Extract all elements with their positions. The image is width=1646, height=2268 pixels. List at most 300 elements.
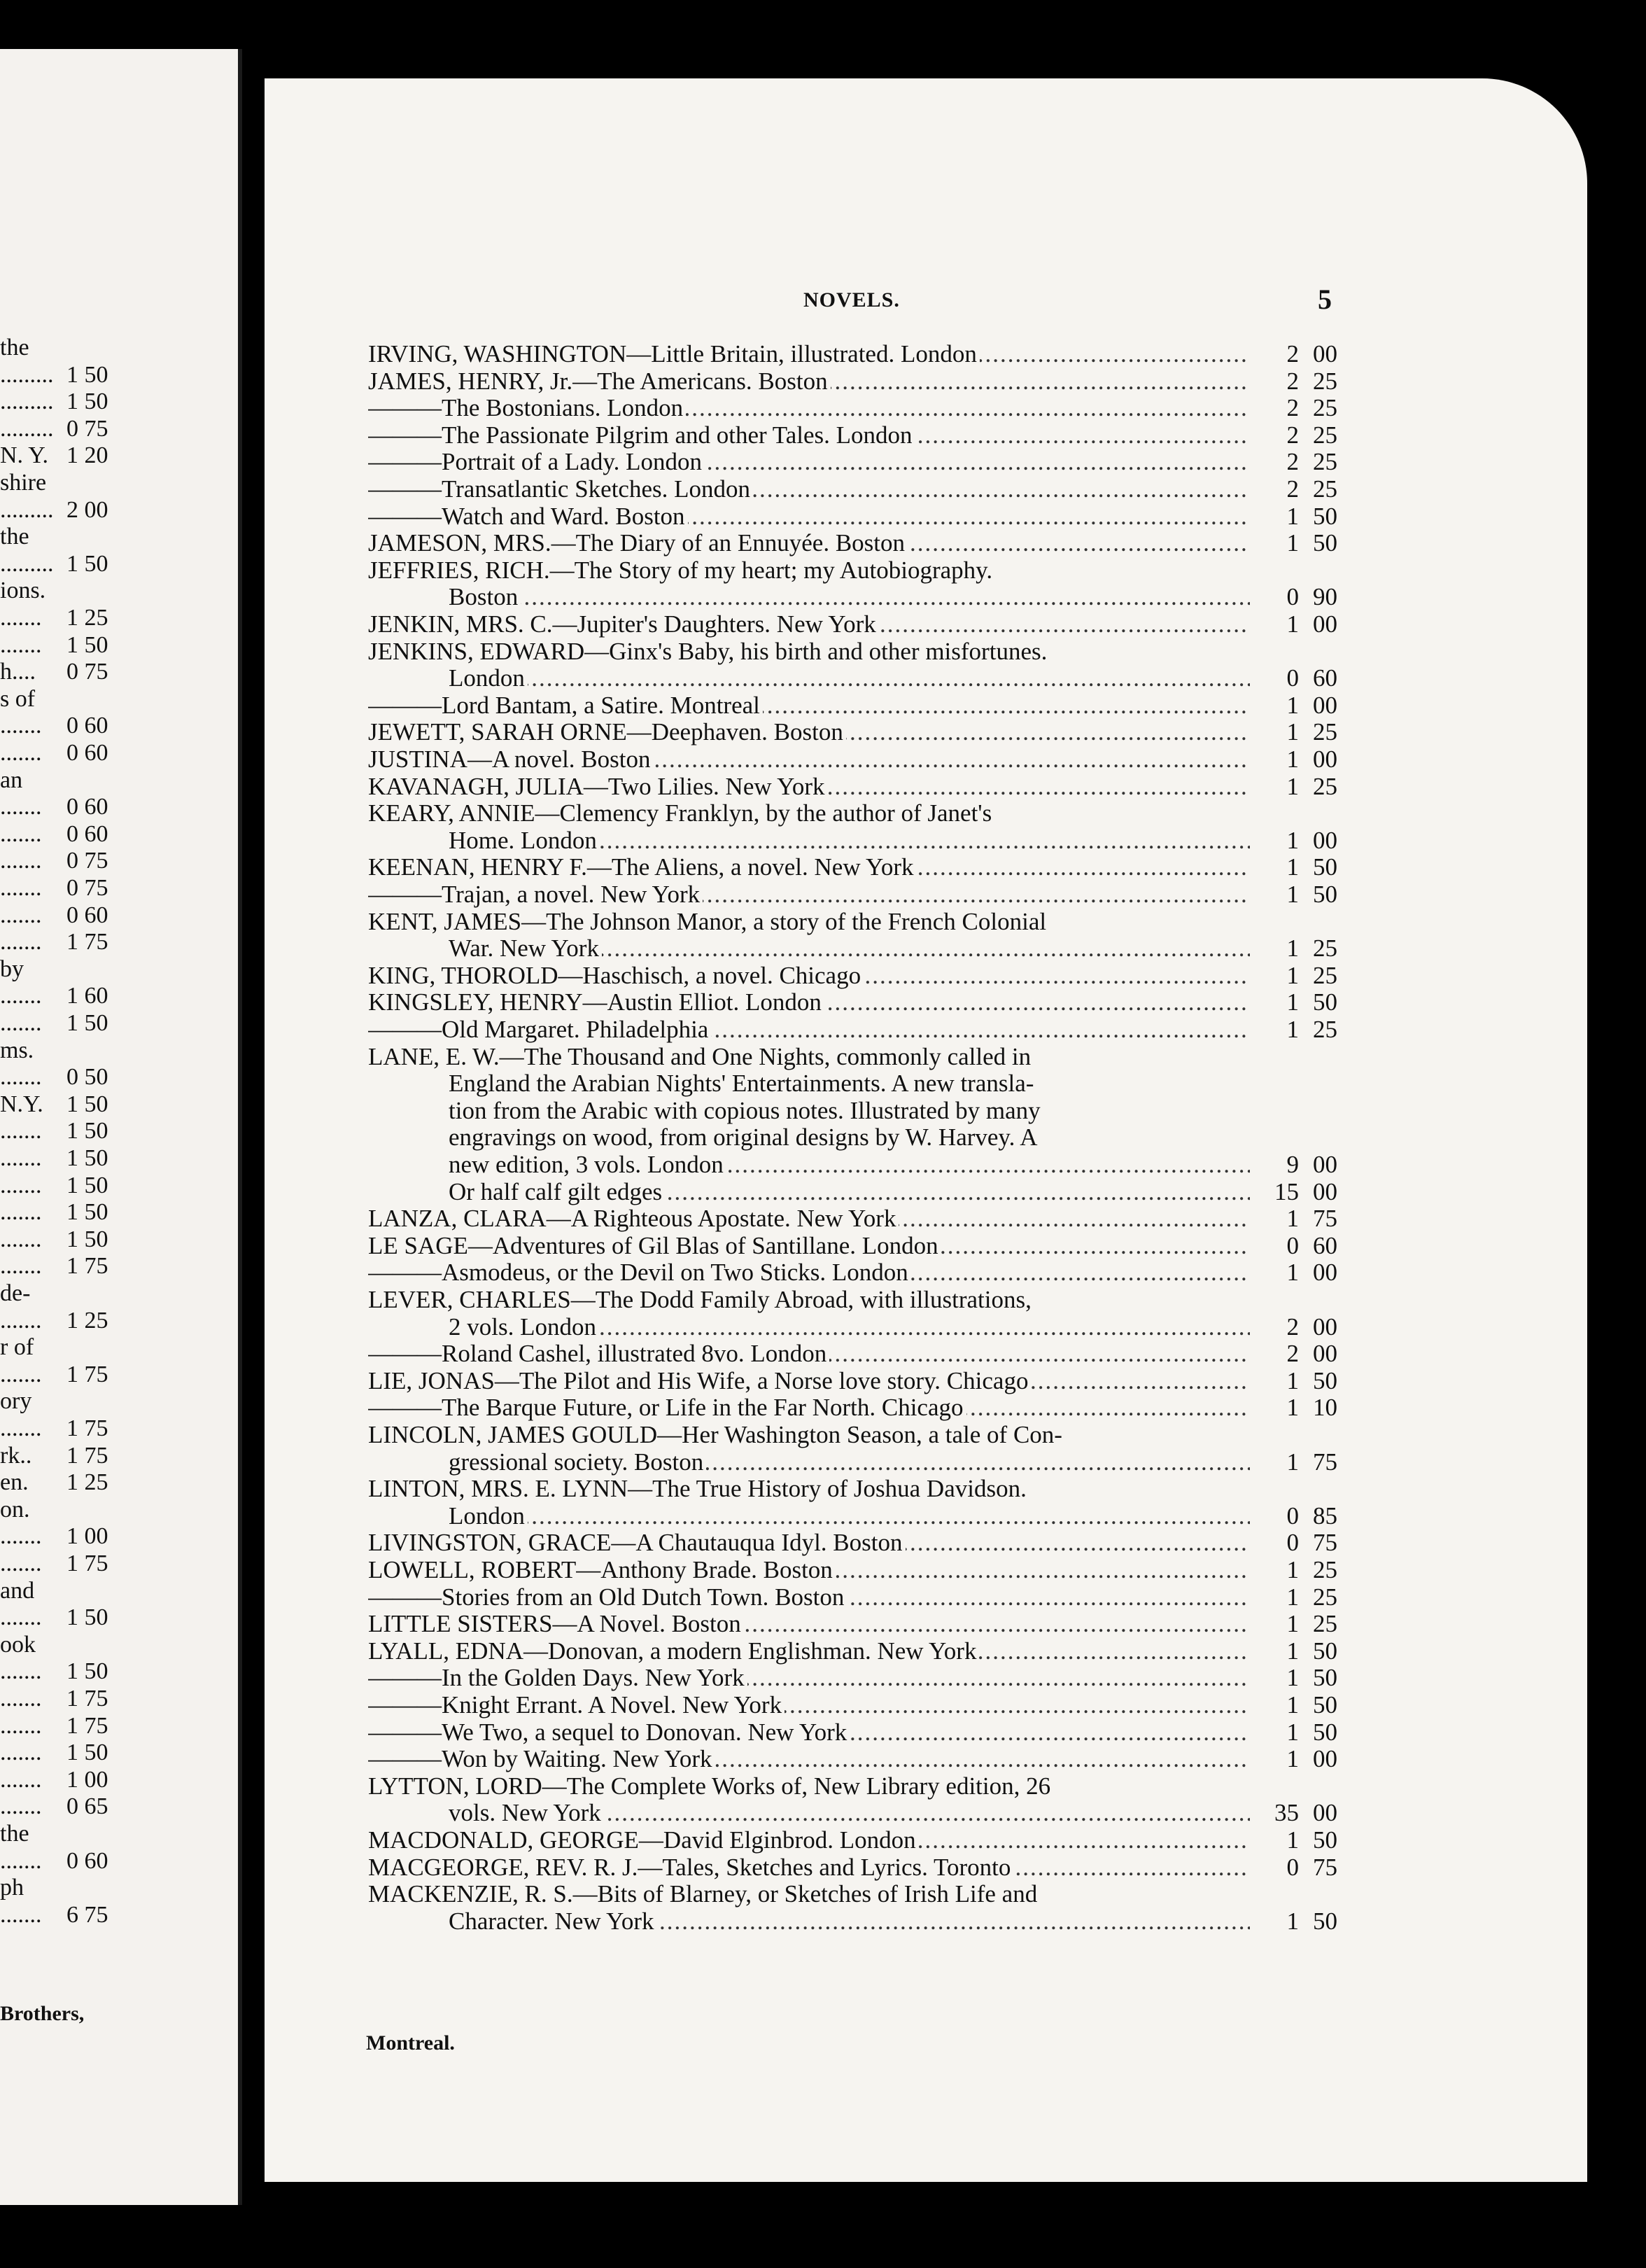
left-page-line xyxy=(0,1280,140,1307)
left-line-price: 1 20 xyxy=(66,442,108,469)
price-cents: 25 xyxy=(1313,1610,1337,1638)
left-line-price: 1 75 xyxy=(66,1686,108,1712)
catalog-entry xyxy=(368,422,1362,449)
left-line-text: ....... xyxy=(0,1118,42,1144)
left-page-line xyxy=(0,983,140,1009)
price-dollars: 1 xyxy=(1286,1745,1299,1773)
catalog-entry xyxy=(449,1070,1362,1097)
left-line-text: ....... xyxy=(0,1253,42,1280)
left-page-line xyxy=(0,1443,140,1469)
left-line-text: ....... xyxy=(0,1793,42,1820)
catalog-entry xyxy=(368,692,1362,719)
page-header: NOVELS. xyxy=(803,288,900,312)
catalog-entry xyxy=(449,1098,1362,1124)
entry-text: MACGEORGE, REV. R. J.—Tales, Sketches and Lyrics. Toronto xyxy=(368,1854,1013,1881)
left-page-line xyxy=(0,524,140,550)
price-cents: 50 xyxy=(1313,988,1337,1016)
left-line-price: 1 50 xyxy=(66,1172,108,1198)
price-dollars: 1 xyxy=(1286,1448,1299,1476)
price-dollars: 2 xyxy=(1286,1312,1299,1340)
catalog-entry xyxy=(368,1233,1362,1259)
left-page-line xyxy=(0,713,140,739)
left-line-text: and xyxy=(0,1577,35,1604)
entry-text: KING, THOROLD—Haschisch, a novel. Chicago xyxy=(368,962,864,989)
catalog-entry xyxy=(449,827,1362,854)
left-line-text: ....... xyxy=(0,1740,42,1766)
price-cents: 50 xyxy=(1313,1907,1337,1935)
catalog-entry xyxy=(368,1259,1362,1286)
entry-text: ———Transatlantic Sketches. London xyxy=(368,476,753,503)
price-dollars: 1 xyxy=(1286,1907,1299,1935)
entry-text: ———Portrait of a Lady. London xyxy=(368,449,705,475)
price-cents: 00 xyxy=(1313,691,1337,719)
price-dollars: 1 xyxy=(1286,1556,1299,1583)
price-dollars: 1 xyxy=(1286,1394,1299,1422)
left-line-text: ....... xyxy=(0,1523,42,1550)
left-page-line xyxy=(0,605,140,631)
entry-text: MACDONALD, GEORGE—David Elginbrod. London xyxy=(368,1827,919,1854)
catalog-entry xyxy=(368,1827,1362,1854)
catalog-entry xyxy=(368,449,1362,475)
price-cents: 50 xyxy=(1313,1718,1337,1746)
catalog-entry xyxy=(368,1044,1362,1070)
price-dollars: 1 xyxy=(1286,502,1299,530)
price-cents: 25 xyxy=(1313,772,1337,800)
price-cents: 00 xyxy=(1313,1340,1337,1368)
left-line-price: 1 25 xyxy=(66,605,108,631)
price-dollars: 1 xyxy=(1286,691,1299,719)
price-dollars: 1 xyxy=(1286,853,1299,881)
catalog-entry xyxy=(368,530,1362,556)
catalog-entry xyxy=(368,881,1362,908)
footer-right: Montreal. xyxy=(366,2031,455,2054)
entry-text: ———Won by Waiting. New York xyxy=(368,1746,715,1772)
left-line-text: ook xyxy=(0,1631,36,1658)
catalog-entry xyxy=(449,1314,1362,1340)
price-dollars: 1 xyxy=(1286,772,1299,800)
price-cents: 00 xyxy=(1313,1259,1337,1287)
left-line-text: ....... xyxy=(0,713,42,739)
entry-text: ———Knight Errant. A Novel. New York xyxy=(368,1692,785,1718)
page-number: 5 xyxy=(1318,284,1332,315)
left-page-line xyxy=(0,470,140,496)
left-line-text: ....... xyxy=(0,1415,42,1441)
entry-text: Character. New York xyxy=(449,1908,657,1935)
price-cents: 00 xyxy=(1313,610,1337,638)
price-dollars: 1 xyxy=(1286,1583,1299,1611)
price-cents: 25 xyxy=(1313,394,1337,422)
left-line-text: ....... xyxy=(0,1550,42,1576)
left-line-price: 0 75 xyxy=(66,659,108,685)
left-line-price: 1 75 xyxy=(66,1361,108,1387)
catalog-entry xyxy=(368,1557,1362,1583)
left-page-line xyxy=(0,1686,140,1712)
catalog-entry xyxy=(368,989,1362,1016)
price-dollars: 1 xyxy=(1286,1826,1299,1854)
left-page-line xyxy=(0,388,140,415)
catalog-entry xyxy=(368,341,1362,368)
price-dollars: 1 xyxy=(1286,881,1299,908)
left-line-text: ....... xyxy=(0,1604,42,1631)
entry-text: KINGSLEY, HENRY—Austin Elliot. London xyxy=(368,989,824,1016)
entry-text: JUSTINA—A novel. Boston xyxy=(368,746,654,773)
entry-text: ———Stories from an Old Dutch Town. Boston xyxy=(368,1584,847,1611)
left-line-price: 0 60 xyxy=(66,713,108,739)
price-cents: 50 xyxy=(1313,853,1337,881)
left-page-line xyxy=(0,1578,140,1604)
left-line-text: ....... xyxy=(0,875,42,901)
entry-text: ———Old Margaret. Philadelphia xyxy=(368,1016,711,1043)
left-page-line xyxy=(0,578,140,604)
price-cents: 25 xyxy=(1313,448,1337,476)
price-dollars: 1 xyxy=(1286,1637,1299,1665)
price-cents: 25 xyxy=(1313,718,1337,746)
catalog-entry xyxy=(449,935,1362,962)
catalog-entry xyxy=(368,1530,1362,1556)
entry-text: ———Lord Bantam, a Satire. Montreal xyxy=(368,692,763,719)
left-line-text: ......... xyxy=(0,496,54,523)
price-dollars: 1 xyxy=(1286,1691,1299,1718)
price-cents: 25 xyxy=(1313,1016,1337,1043)
left-line-text: ....... xyxy=(0,929,42,955)
left-line-text: ....... xyxy=(0,1010,42,1036)
catalog-entry xyxy=(368,503,1362,530)
left-page-line xyxy=(0,686,140,713)
price-cents: 50 xyxy=(1313,1366,1337,1394)
price-cents: 75 xyxy=(1313,1448,1337,1476)
entry-text: JAMES, HENRY, Jr.—The Americans. Boston xyxy=(368,368,831,395)
left-line-text: on. xyxy=(0,1496,30,1522)
left-line-price: 0 50 xyxy=(66,1064,108,1091)
price-dollars: 9 xyxy=(1286,1151,1299,1178)
entry-text: England the Arabian Nights' Entertainments. A new transla- xyxy=(449,1070,1036,1097)
left-page-line xyxy=(0,1118,140,1144)
price-cents: 50 xyxy=(1313,1826,1337,1854)
entry-text: London xyxy=(449,1503,528,1530)
left-line-price: 1 50 xyxy=(66,1199,108,1226)
left-page-line xyxy=(0,794,140,820)
entry-text: LINCOLN, JAMES GOULD—Her Washington Season, a tale of Con- xyxy=(368,1422,1065,1448)
entry-text: JENKIN, MRS. C.—Jupiter's Daughters. New York xyxy=(368,611,879,638)
left-line-price: 1 00 xyxy=(66,1766,108,1793)
left-line-text: de- xyxy=(0,1280,31,1306)
price-cents: 90 xyxy=(1313,583,1337,611)
entry-text: ———The Barque Future, or Life in the Far North. Chicago xyxy=(368,1394,966,1421)
price-dollars: 0 xyxy=(1286,1502,1299,1530)
catalog-entry xyxy=(368,1719,1362,1746)
catalog-entry xyxy=(449,1800,1362,1826)
left-page-line xyxy=(0,1199,140,1226)
price-cents: 50 xyxy=(1313,881,1337,908)
left-line-price: 0 60 xyxy=(66,820,108,847)
left-page-line xyxy=(0,821,140,848)
entry-text: KAVANAGH, JULIA—Two Lilies. New York xyxy=(368,774,828,800)
catalog-entry xyxy=(368,1773,1362,1800)
left-line-text: ....... xyxy=(0,1199,42,1226)
left-line-price: 1 00 xyxy=(66,1523,108,1550)
catalog-entry xyxy=(368,1422,1362,1448)
left-page-line xyxy=(0,416,140,442)
entry-text: LE SAGE—Adventures of Gil Blas of Santillane. London xyxy=(368,1233,941,1259)
entry-text: 2 vols. London xyxy=(449,1314,599,1340)
entry-text: LEVER, CHARLES—The Dodd Family Abroad, with illustrations, xyxy=(368,1287,1034,1313)
price-cents: 75 xyxy=(1313,1205,1337,1233)
price-cents: 00 xyxy=(1313,1177,1337,1205)
catalog-entry xyxy=(449,1179,1362,1205)
entry-text: ———Roland Cashel, illustrated 8vo. London xyxy=(368,1340,829,1367)
left-page-line xyxy=(0,1902,140,1928)
catalog-entry xyxy=(449,1908,1362,1935)
price-dollars: 15 xyxy=(1274,1177,1299,1205)
left-line-price: 1 50 xyxy=(66,1226,108,1252)
left-page-line xyxy=(0,902,140,929)
catalog-entry xyxy=(368,1746,1362,1772)
entry-text: LIVINGSTON, GRACE—A Chautauqua Idyl. Boston xyxy=(368,1530,906,1556)
entry-text: ———The Bostonians. London xyxy=(368,395,686,421)
price-dollars: 35 xyxy=(1274,1799,1299,1827)
left-line-price: 2 00 xyxy=(66,496,108,523)
entry-text: LITTLE SISTERS—A Novel. Boston xyxy=(368,1611,744,1637)
left-line-text: r of xyxy=(0,1334,34,1361)
catalog-entry xyxy=(368,800,1362,827)
left-page-line xyxy=(0,362,140,388)
left-page-line xyxy=(0,929,140,955)
left-line-text: ....... xyxy=(0,1686,42,1712)
catalog-entry xyxy=(449,584,1362,610)
entry-text: KEENAN, HENRY F.—The Aliens, a novel. New York xyxy=(368,854,916,881)
entry-text: JAMESON, MRS.—The Diary of an Ennuyée. Boston xyxy=(368,530,908,556)
left-line-text: the xyxy=(0,524,29,550)
left-line-text: ....... xyxy=(0,1712,42,1739)
price-dollars: 1 xyxy=(1286,988,1299,1016)
catalog-entry xyxy=(368,1881,1362,1907)
catalog-entry xyxy=(368,1584,1362,1611)
left-page-line xyxy=(0,1713,140,1740)
entry-text: MACKENZIE, R. S.—Bits of Blarney, or Sketches of Irish Life and xyxy=(368,1881,1040,1907)
entry-text: ———Trajan, a novel. New York xyxy=(368,881,703,908)
left-page-line xyxy=(0,1523,140,1550)
entry-text: JEFFRIES, RICH.—The Story of my heart; my Autobiography. xyxy=(368,557,995,584)
price-cents: 00 xyxy=(1313,1312,1337,1340)
catalog-entry xyxy=(368,476,1362,503)
catalog-entry xyxy=(368,1692,1362,1718)
entry-text: Boston xyxy=(449,584,521,610)
left-page-line xyxy=(0,1497,140,1523)
catalog-entry xyxy=(368,909,1362,935)
left-line-price: 0 60 xyxy=(66,1847,108,1874)
price-cents: 75 xyxy=(1313,1529,1337,1557)
left-line-price: 0 60 xyxy=(66,902,108,928)
price-cents: 00 xyxy=(1313,746,1337,773)
left-page-line xyxy=(0,1037,140,1064)
left-page-line xyxy=(0,956,140,983)
price-cents: 75 xyxy=(1313,1853,1337,1881)
left-line-price: 0 75 xyxy=(66,848,108,874)
left-line-price: 0 60 xyxy=(66,740,108,766)
entry-text: LANZA, CLARA—A Righteous Apostate. New York xyxy=(368,1205,899,1232)
price-dollars: 0 xyxy=(1286,1231,1299,1259)
left-page-line xyxy=(0,767,140,794)
price-cents: 00 xyxy=(1313,826,1337,854)
price-cents: 50 xyxy=(1313,1637,1337,1665)
price-cents: 60 xyxy=(1313,1231,1337,1259)
price-cents: 25 xyxy=(1313,934,1337,962)
price-dollars: 2 xyxy=(1286,1340,1299,1368)
price-dollars: 1 xyxy=(1286,1718,1299,1746)
price-cents: 10 xyxy=(1313,1394,1337,1422)
left-line-price: 1 75 xyxy=(66,1415,108,1441)
left-line-price: 0 65 xyxy=(66,1793,108,1820)
left-page-line xyxy=(0,551,140,578)
left-line-price: 1 50 xyxy=(66,631,108,658)
entry-text: IRVING, WASHINGTON—Little Britain, illustrated. London xyxy=(368,341,980,368)
catalog-entry xyxy=(368,962,1362,989)
left-page-line xyxy=(0,1145,140,1172)
left-page-line xyxy=(0,1550,140,1577)
left-line-price: 1 50 xyxy=(66,550,108,577)
right-page xyxy=(265,78,1587,2182)
left-page-line xyxy=(0,632,140,659)
left-line-text: ......... xyxy=(0,415,54,442)
price-cents: 25 xyxy=(1313,475,1337,503)
left-page-line xyxy=(0,442,140,469)
price-dollars: 1 xyxy=(1286,826,1299,854)
entry-text: ———Watch and Ward. Boston xyxy=(368,503,688,530)
price-cents: 85 xyxy=(1313,1502,1337,1530)
entry-text: ———The Passionate Pilgrim and other Tales. London xyxy=(368,422,915,449)
left-page-line xyxy=(0,1415,140,1442)
entry-text: JENKINS, EDWARD—Ginx's Baby, his birth and other misfortunes. xyxy=(368,638,1050,665)
left-line-price: 6 75 xyxy=(66,1901,108,1928)
entry-text: LYTTON, LORD—The Complete Works of, New Library edition, 26 xyxy=(368,1773,1053,1800)
left-page-line xyxy=(0,740,140,766)
left-page-line xyxy=(0,1064,140,1091)
price-dollars: 1 xyxy=(1286,934,1299,962)
left-line-text: ....... xyxy=(0,902,42,928)
price-dollars: 0 xyxy=(1286,664,1299,692)
left-line-price: 1 75 xyxy=(66,929,108,955)
catalog-entry xyxy=(368,1368,1362,1394)
entry-text: new edition, 3 vols. London xyxy=(449,1152,726,1178)
entry-text: ———In the Golden Days. New York xyxy=(368,1665,747,1691)
left-line-text: ......... xyxy=(0,361,54,388)
left-line-price: 0 75 xyxy=(66,875,108,901)
catalog-entry xyxy=(368,1476,1362,1502)
left-line-text: N.Y. xyxy=(0,1091,43,1117)
left-page-line xyxy=(0,1604,140,1631)
price-cents: 50 xyxy=(1313,1664,1337,1692)
left-line-text: an xyxy=(0,766,23,793)
entry-text: KENT, JAMES—The Johnson Manor, a story of the French Colonial xyxy=(368,909,1049,935)
price-cents: 25 xyxy=(1313,1583,1337,1611)
catalog-entry xyxy=(368,746,1362,773)
catalog-entry xyxy=(368,557,1362,584)
footer-left: Brothers, xyxy=(0,2002,85,2025)
left-line-text: ....... xyxy=(0,848,42,874)
left-line-text: ph xyxy=(0,1875,24,1901)
left-line-text: ....... xyxy=(0,1307,42,1334)
left-line-price: 1 75 xyxy=(66,1442,108,1469)
left-line-price: 1 50 xyxy=(66,1010,108,1036)
left-line-price: 1 50 xyxy=(66,1118,108,1144)
left-page-line xyxy=(0,1767,140,1793)
left-line-price: 0 75 xyxy=(66,415,108,442)
left-line-price: 1 50 xyxy=(66,1740,108,1766)
entry-text: LYALL, EDNA—Donovan, a modern Englishman. New York xyxy=(368,1638,979,1665)
catalog-entry xyxy=(368,1665,1362,1691)
left-page-line xyxy=(0,497,140,524)
entry-text: KEARY, ANNIE—Clemency Franklyn, by the author of Janet's xyxy=(368,800,994,827)
left-line-text: ....... xyxy=(0,1226,42,1252)
price-dollars: 2 xyxy=(1286,340,1299,368)
entry-text: engravings on wood, from original designs by W. Harvey. A xyxy=(449,1124,1041,1151)
left-page-line xyxy=(0,1362,140,1388)
entry-text: Or half calf gilt edges xyxy=(449,1179,665,1205)
left-page-line xyxy=(0,1658,140,1685)
entry-text: gressional society. Boston xyxy=(449,1449,706,1476)
price-dollars: 2 xyxy=(1286,394,1299,422)
catalog-entry xyxy=(368,719,1362,746)
left-line-text: en. xyxy=(0,1469,29,1496)
left-line-price: 1 50 xyxy=(66,1658,108,1685)
catalog-entry xyxy=(368,1854,1362,1881)
left-line-text: ....... xyxy=(0,1361,42,1387)
left-line-price: 1 75 xyxy=(66,1253,108,1280)
left-line-price: 1 60 xyxy=(66,983,108,1009)
left-line-price: 1 50 xyxy=(66,388,108,415)
price-cents: 50 xyxy=(1313,1691,1337,1718)
catalog-entry xyxy=(449,1152,1362,1178)
left-line-text: ....... xyxy=(0,605,42,631)
entry-text: Home. London xyxy=(449,827,600,854)
left-page-line xyxy=(0,848,140,874)
left-page-line xyxy=(0,1875,140,1901)
catalog-entry xyxy=(368,638,1362,665)
left-page-line xyxy=(0,875,140,902)
left-line-text: ....... xyxy=(0,1766,42,1793)
left-page xyxy=(0,49,242,2205)
price-dollars: 0 xyxy=(1286,583,1299,611)
price-dollars: 1 xyxy=(1286,718,1299,746)
left-line-price: 0 60 xyxy=(66,794,108,820)
left-line-text: rk.. xyxy=(0,1442,32,1469)
left-line-price: 1 50 xyxy=(66,1604,108,1631)
entry-text: War. New York xyxy=(449,935,602,962)
left-line-text: s of xyxy=(0,685,36,712)
left-page-line xyxy=(0,1821,140,1847)
left-line-text: ....... xyxy=(0,740,42,766)
price-dollars: 1 xyxy=(1286,746,1299,773)
left-page-line xyxy=(0,335,140,361)
left-line-text: the xyxy=(0,1821,29,1847)
left-line-text: ....... xyxy=(0,1658,42,1685)
left-line-price: 1 75 xyxy=(66,1550,108,1576)
left-page-line xyxy=(0,1740,140,1766)
left-line-text: the xyxy=(0,335,29,360)
left-line-text: N. Y. xyxy=(0,442,48,469)
catalog-entry xyxy=(368,1638,1362,1665)
left-line-text: ....... xyxy=(0,1064,42,1091)
price-dollars: 1 xyxy=(1286,610,1299,638)
catalog-entry xyxy=(449,665,1362,692)
left-line-text: h.... xyxy=(0,659,36,685)
left-page-line xyxy=(0,1632,140,1658)
price-dollars: 1 xyxy=(1286,529,1299,557)
left-page-line xyxy=(0,1172,140,1199)
left-page-line xyxy=(0,1253,140,1280)
left-line-text: by xyxy=(0,955,24,982)
price-cents: 50 xyxy=(1313,502,1337,530)
